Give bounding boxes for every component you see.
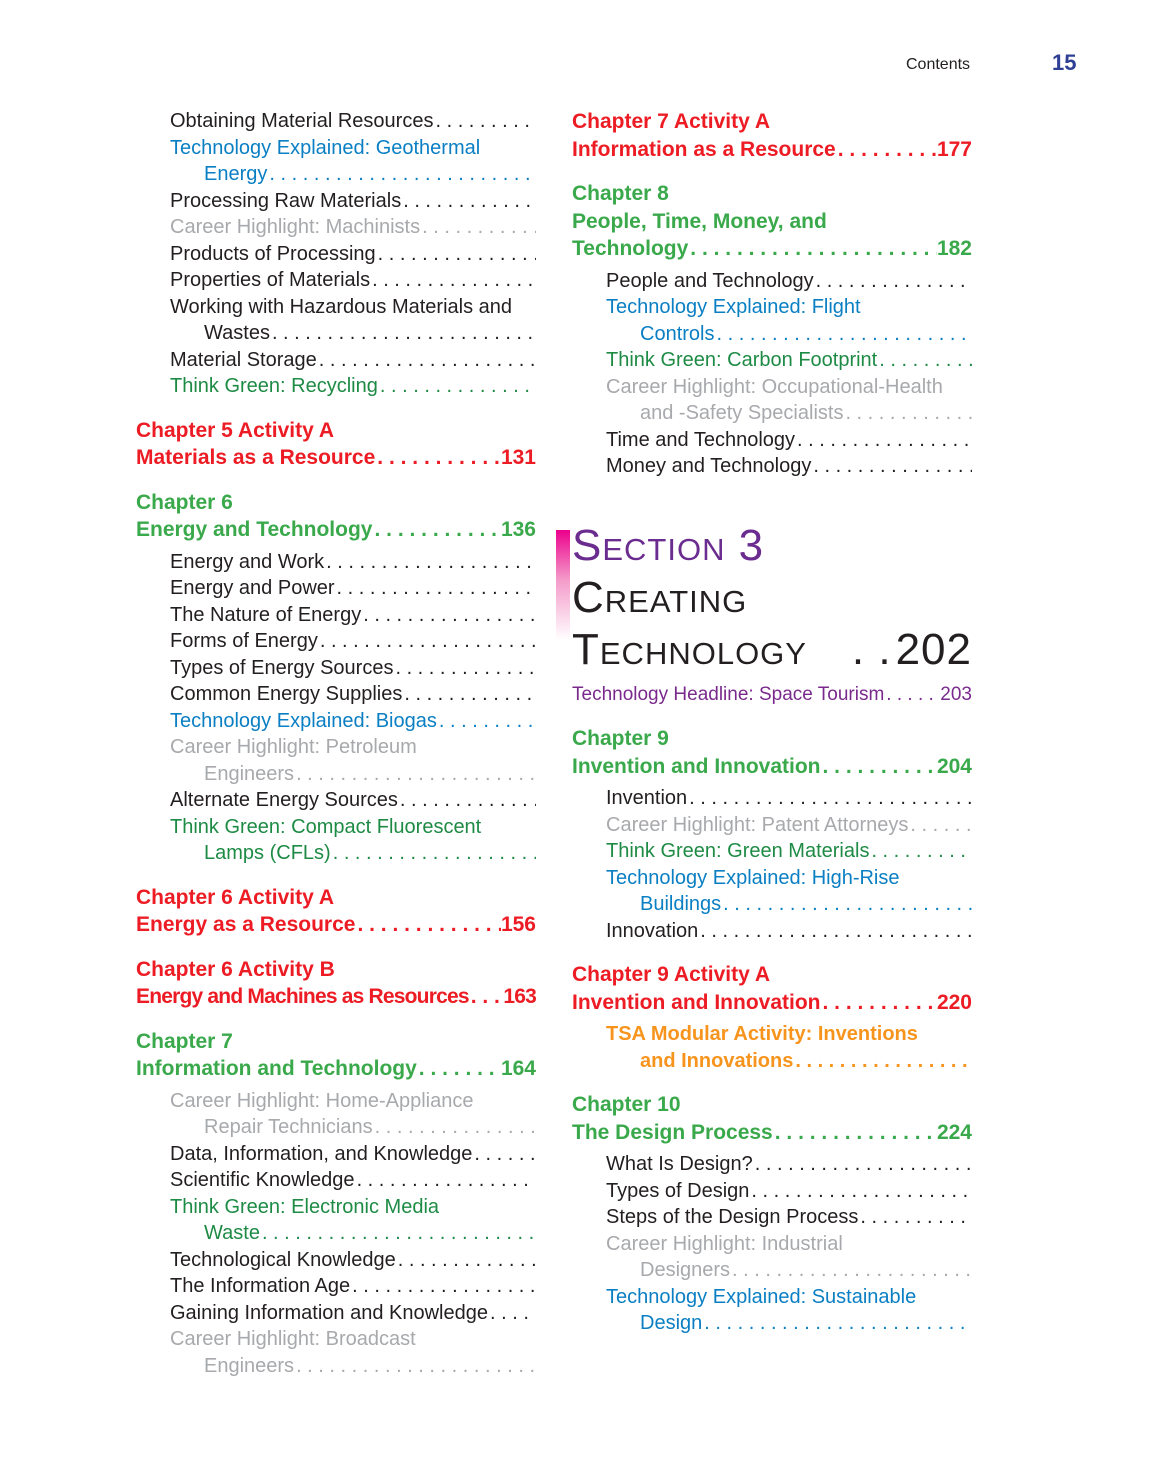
toc-entry[interactable] — [136, 655, 536, 682]
toc-entry[interactable] — [572, 1257, 972, 1284]
toc-entry[interactable] — [572, 374, 972, 401]
toc-entry[interactable] — [136, 161, 536, 188]
chapter-title: Information and Technology — [136, 1057, 417, 1080]
toc-entry[interactable] — [572, 785, 972, 812]
entry-page: 203 — [940, 683, 972, 705]
entry-title: Career Highlight: Patent Attorneys — [606, 813, 909, 836]
leader-dots — [331, 842, 536, 864]
entry-title: Repair Technicians — [204, 1116, 373, 1138]
leader-dots — [317, 349, 536, 371]
leader-dots — [877, 349, 972, 371]
entry-title: Think Green: Electronic Media — [170, 1195, 440, 1218]
chapter-10[interactable] — [572, 1091, 972, 1146]
toc-entry[interactable] — [136, 1273, 536, 1300]
chapter-heading: Chapter 9 Activity A — [572, 963, 770, 986]
toc-entry[interactable] — [572, 453, 972, 480]
chapter-6-activity-b[interactable] — [136, 956, 536, 1011]
toc-entry[interactable] — [572, 891, 972, 918]
entry-title: Lamps (CFLs) — [204, 842, 331, 864]
toc-column-right — [572, 108, 972, 1337]
chapter-page: 177 — [936, 137, 972, 161]
chapter-heading: Chapter 9 — [572, 727, 669, 750]
toc-block — [572, 1021, 972, 1074]
chapter-title-line: People, Time, Money, and — [572, 209, 827, 233]
leader-dots — [396, 1249, 536, 1271]
chapter-7[interactable] — [136, 1028, 536, 1083]
entry-title: Forms of Energy — [170, 630, 318, 652]
leader-dots — [420, 216, 536, 238]
toc-entry[interactable] — [136, 1088, 536, 1115]
leader-dots — [814, 270, 972, 292]
entry-title: Energy and Work — [170, 550, 325, 573]
leader-dots — [393, 657, 536, 679]
toc-entry[interactable] — [572, 1204, 972, 1231]
toc-entry[interactable] — [136, 294, 536, 321]
entry-title: Design — [640, 1312, 703, 1334]
toc-entry[interactable] — [136, 135, 536, 162]
chapter-9[interactable] — [572, 725, 972, 780]
entry-title: Technology Explained: Sustainable — [606, 1285, 917, 1308]
toc-entry[interactable] — [136, 1141, 536, 1168]
toc-entry[interactable] — [136, 188, 536, 215]
chapter-6-activity-a[interactable] — [136, 884, 536, 939]
entry-title: People and Technology — [606, 269, 814, 292]
entry-title: Career Highlight: Machinists — [170, 216, 421, 238]
entry-title: Think Green: Carbon Footprint — [606, 349, 878, 371]
toc-entry[interactable] — [572, 1231, 972, 1258]
leader-dots — [811, 455, 972, 477]
chapter-heading: Chapter 7 Activity A — [572, 110, 770, 133]
entry-title: Engineers — [204, 762, 295, 785]
chapter-title: Energy and Machines as Resources — [136, 985, 469, 1008]
toc-entry[interactable] — [572, 427, 972, 454]
chapter-heading: Chapter 10 — [572, 1093, 681, 1116]
chapter-title: Materials as a Resource — [136, 446, 376, 469]
toc-entry[interactable] — [136, 267, 536, 294]
chapter-title: Technology — [572, 237, 689, 260]
leader-dots — [378, 375, 536, 397]
entry-title: Technology Explained: Geothermal — [170, 136, 481, 159]
section-3-heading[interactable]: Section 3 Creating Technology . . 202 — [572, 520, 972, 670]
chapter-heading: Chapter 5 Activity A — [136, 418, 334, 442]
entry-title: Career Highlight: Broadcast — [170, 1328, 416, 1350]
entry-title: Energy — [204, 163, 268, 185]
toc-entry[interactable] — [136, 320, 536, 347]
leader-dots — [472, 1143, 536, 1165]
leader-dots — [373, 1116, 536, 1138]
section-title-line-2: Technology — [572, 624, 807, 674]
toc-entry[interactable] — [136, 787, 536, 814]
entry-title: Steps of the Design Process — [606, 1206, 859, 1228]
entry-title: Invention — [606, 787, 688, 809]
toc-entry[interactable] — [572, 1021, 972, 1048]
chapter-heading: Chapter 8 — [572, 182, 669, 205]
toc-entry[interactable] — [136, 628, 536, 655]
entry-title: Technology Explained: Biogas — [170, 709, 437, 732]
entry-title: Obtaining Material Resources — [170, 110, 434, 132]
toc-entry[interactable] — [136, 681, 536, 708]
toc-block — [136, 1088, 536, 1380]
chapter-title: The Design Process — [572, 1120, 773, 1144]
toc-entry[interactable] — [136, 347, 536, 374]
leader-dots — [294, 763, 536, 785]
entry-title: Innovation — [606, 919, 699, 942]
entry-title: The Nature of Energy — [170, 603, 362, 626]
toc-entry[interactable] — [136, 840, 536, 867]
leader-dots — [398, 789, 536, 811]
leader-dots — [260, 1222, 536, 1244]
chapter-title: Energy and Technology — [136, 518, 373, 541]
chapter-9-activity-a[interactable] — [572, 961, 972, 1016]
entry-title: Energy and Power — [170, 577, 335, 599]
chapter-title: Information as a Resource — [572, 137, 836, 161]
toc-entry[interactable] — [572, 294, 972, 321]
toc-block — [572, 785, 972, 944]
chapter-6[interactable] — [136, 489, 536, 544]
entry-title: Alternate Energy Sources — [170, 789, 398, 811]
entry-title: Common Energy Supplies — [170, 683, 403, 705]
leader-dots — [698, 920, 972, 942]
chapter-page: 136 — [500, 518, 536, 541]
chapter-5-activity-a[interactable] — [136, 417, 536, 472]
entry-title: What Is Design? — [606, 1153, 753, 1175]
entry-title: Wastes — [204, 322, 270, 344]
entry-title: Think Green: Green Materials — [606, 840, 870, 862]
toc-column-left — [136, 108, 536, 1379]
entry-title: Properties of Materials — [170, 269, 371, 291]
chapter-page: 131 — [500, 446, 536, 469]
entry-title: Material Storage — [170, 348, 317, 371]
entry-title: Career Highlight: Occupational-Health — [606, 375, 943, 398]
toc-block — [136, 549, 536, 867]
entry-title: TSA Modular Activity: Inventions — [606, 1023, 918, 1045]
chapter-page: 224 — [936, 1120, 972, 1144]
running-head: Contents — [906, 56, 971, 73]
toc-entry[interactable] — [136, 1353, 536, 1380]
toc-block — [572, 268, 972, 480]
section-number: Section 3 — [572, 520, 765, 570]
chapter-page: 182 — [936, 237, 972, 260]
entry-title: Think Green: Recycling — [170, 375, 378, 397]
toc-entry[interactable] — [572, 1048, 972, 1075]
toc-block — [136, 108, 536, 400]
leader-dots — [402, 683, 536, 705]
entry-title: Engineers — [204, 1354, 295, 1377]
entry-title: Designers — [640, 1259, 731, 1281]
toc-entry[interactable] — [572, 918, 972, 945]
leader-dots — [294, 1355, 536, 1377]
leader-dots — [437, 710, 536, 732]
leader-dots — [335, 577, 536, 599]
leader-dots — [355, 1169, 536, 1191]
toc-entry[interactable] — [572, 400, 972, 427]
leader-dots — [843, 402, 972, 424]
toc-entry[interactable] — [136, 1300, 536, 1327]
leader-dots — [267, 163, 536, 185]
toc-entry[interactable] — [572, 838, 972, 865]
leader-dots — [908, 814, 972, 836]
toc-entry[interactable] — [136, 1194, 536, 1221]
entry-title: The Information Age — [170, 1275, 351, 1297]
leader-dots — [753, 1153, 972, 1175]
chapter-page: 204 — [936, 754, 972, 778]
leader-dots — [730, 1259, 972, 1281]
toc-entry[interactable] — [136, 214, 536, 241]
leader-dots — [350, 1275, 536, 1297]
chapter-heading: Chapter 6 Activity B — [136, 957, 335, 981]
toc-entry[interactable] — [572, 812, 972, 839]
chapter-page: 220 — [936, 990, 972, 1014]
entry-title: Career Highlight: Industrial — [606, 1232, 843, 1255]
chapter-heading: Chapter 6 Activity A — [136, 885, 334, 909]
entry-title: Technological Knowledge — [170, 1248, 396, 1271]
leader-dots — [376, 243, 536, 265]
entry-title: and -Safety Specialists — [640, 402, 844, 424]
toc-entry[interactable] — [572, 1178, 972, 1205]
toc-entry[interactable] — [136, 708, 536, 735]
entry-title: Processing Raw Materials — [170, 189, 402, 212]
leader-dots — [749, 1180, 972, 1202]
chapter-page: 156 — [500, 913, 536, 936]
leader-dots — [361, 604, 536, 626]
chapter-page: 163 — [503, 985, 536, 1008]
chapter-page: 164 — [500, 1057, 536, 1080]
chapter-title: Invention and Innovation — [572, 990, 821, 1014]
entry-title: Products of Processing — [170, 242, 376, 265]
page-header — [0, 50, 1156, 80]
entry-title: Career Highlight: Petroleum — [170, 736, 417, 758]
toc-entry[interactable] — [572, 865, 972, 892]
entry-title: Technology Explained: High-Rise — [606, 866, 900, 889]
toc-entry[interactable] — [572, 1284, 972, 1311]
leader-dots — [858, 1206, 972, 1228]
toc-entry[interactable] — [136, 1114, 536, 1141]
toc-block — [572, 1151, 972, 1337]
toc-entry[interactable] — [572, 268, 972, 295]
toc-entry[interactable] — [136, 1220, 536, 1247]
toc-entry[interactable] — [136, 1326, 536, 1353]
entry-title: Think Green: Compact Fluorescent — [170, 815, 482, 838]
leader-dots — [324, 551, 536, 573]
chapter-title: Invention and Innovation — [572, 754, 821, 778]
toc-entry[interactable] — [136, 1247, 536, 1274]
entry-title: Working with Hazardous Materials and — [170, 295, 513, 318]
leader-dots — [795, 429, 972, 451]
chapter-title: Energy as a Resource — [136, 913, 356, 936]
entry-title: Controls — [640, 322, 715, 345]
entry-title: Data, Information, and Knowledge — [170, 1142, 473, 1165]
leader-dots — [318, 630, 536, 652]
toc-entry[interactable] — [136, 108, 536, 135]
entry-title: Scientific Knowledge — [170, 1169, 355, 1191]
leader-dots — [370, 269, 536, 291]
leader-dots — [488, 1302, 536, 1324]
toc-entry[interactable] — [136, 575, 536, 602]
page-number: 15 — [1052, 50, 1077, 75]
toc-entry[interactable] — [136, 241, 536, 268]
toc-entry[interactable] — [572, 1151, 972, 1178]
leader-dots — [702, 1312, 972, 1334]
entry-title: Technology Headline: Space Tourism — [572, 683, 885, 705]
toc-entry[interactable] — [572, 347, 972, 374]
chapter-7-activity-a[interactable] — [572, 108, 972, 163]
toc-entry[interactable] — [136, 761, 536, 788]
leader-dots — [721, 893, 972, 915]
leader-dots — [270, 322, 536, 344]
leader-dots — [433, 110, 536, 132]
entry-title: Types of Energy Sources — [170, 656, 394, 679]
toc-entry[interactable] — [136, 373, 536, 400]
toc-entry[interactable] — [136, 549, 536, 576]
toc-entry[interactable] — [136, 734, 536, 761]
toc-entry[interactable] — [136, 1167, 536, 1194]
section-page: 202 — [895, 624, 972, 674]
entry-title: Waste — [204, 1222, 260, 1244]
toc-entry-headline[interactable] — [572, 682, 972, 709]
chapter-heading: Chapter 7 — [136, 1029, 233, 1053]
toc-entry[interactable] — [136, 814, 536, 841]
entry-title: Career Highlight: Home-Appliance — [170, 1089, 474, 1112]
entry-title: Money and Technology — [606, 455, 812, 477]
toc-entry[interactable] — [572, 321, 972, 348]
leader-dots — [714, 323, 972, 345]
toc-entry[interactable] — [572, 1310, 972, 1337]
entry-title: and Innovations — [640, 1049, 794, 1072]
chapter-heading: Chapter 6 — [136, 490, 233, 514]
leader-dots — [401, 190, 536, 212]
leader-dots — [793, 1050, 972, 1072]
toc-entry[interactable] — [136, 602, 536, 629]
entry-title: Buildings — [640, 893, 722, 915]
chapter-8[interactable] — [572, 180, 972, 263]
leader-dots — [687, 787, 972, 809]
leader-dots — [869, 840, 972, 862]
entry-title: Time and Technology — [606, 428, 796, 451]
entry-title: Gaining Information and Knowledge — [170, 1301, 488, 1324]
section-accent-bar — [556, 530, 570, 640]
section-title-line-1: Creating — [572, 572, 748, 622]
entry-title: Types of Design — [606, 1179, 750, 1202]
entry-title: Technology Explained: Flight — [606, 296, 861, 318]
